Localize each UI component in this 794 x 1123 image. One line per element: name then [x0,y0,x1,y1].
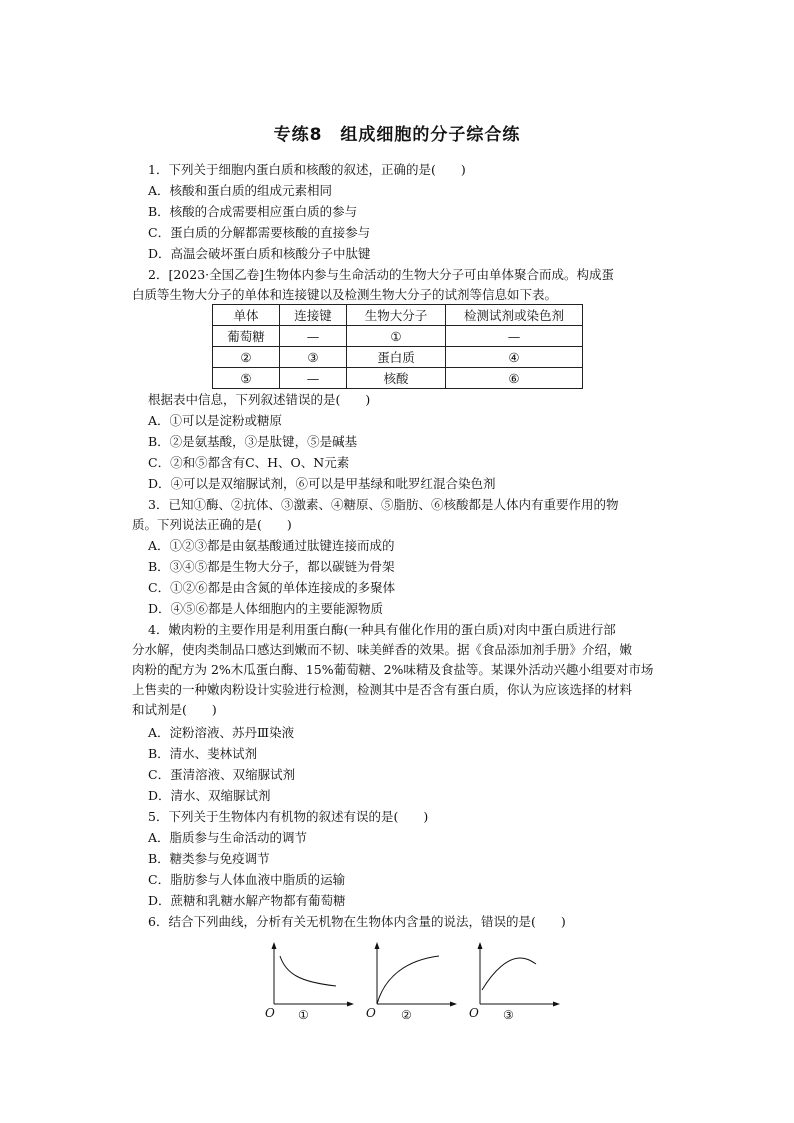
page-title: 专练8 组成细胞的分子综合练 [273,125,521,145]
question-4-stem-line1: 4．嫩肉粉的主要作用是利用蛋白酶(一种具有催化作用的蛋白质)对肉中蛋白质进行部 [148,622,616,637]
question-4-option-d: D．清水、双缩脲试剂 [148,788,271,803]
y-axis-arrow [478,942,483,949]
question-1-option-a: A．核酸和蛋白质的组成元素相同 [148,183,333,198]
question-6-stem: 6．结合下列曲线，分析有关无机物在生物体内含量的说法，错误的是( ) [148,914,566,929]
table-cell: 蛋白质 [347,347,446,368]
question-1-option-b: B．核酸的合成需要相应蛋白质的参与 [148,204,358,219]
question-4-stem-line5: 和试剂是( ) [132,702,217,717]
table-cell: ④ [446,347,583,368]
table-cell: 葡萄糖 [213,326,280,347]
table-cell: — [446,326,583,347]
question-3-option-b: B．③④⑤都是生物大分子，都以碳链为骨架 [148,559,395,574]
table-cell: — [280,368,347,389]
graph-3-origin: O [469,1006,479,1020]
graph-1 [264,940,356,1010]
decreasing-curve [280,956,336,986]
table-row [213,347,583,368]
question-5-option-b: B．糖类参与免疫调节 [148,851,270,866]
question-2-stem-line3: 根据表中信息，下列叙述错误的是( ) [148,392,371,407]
question-5-option-c: C．脂肪参与人体血液中脂质的运输 [148,872,346,887]
question-3-option-c: C．①②⑥都是由含氮的单体连接成的多聚体 [148,580,396,595]
graph-3 [470,940,562,1010]
question-2-option-a: A．①可以是淀粉或糖原 [148,413,283,428]
table-cell: ③ [280,347,347,368]
info-table [212,304,583,389]
question-4-option-b: B．清水、斐林试剂 [148,746,258,761]
question-5-option-a: A．脂质参与生命活动的调节 [148,830,308,845]
table-cell: ② [213,347,280,368]
question-3-stem-line2: 质。下列说法正确的是( ) [132,517,292,532]
question-3-option-d: D．④⑤⑥都是人体细胞内的主要能源物质 [148,601,384,616]
graph-2-origin: O [366,1006,376,1020]
question-1-option-d: D．高温会破坏蛋白质和核酸分子中肽键 [148,246,371,261]
table-header-cell: 生物大分子 [347,305,446,326]
table-header-row [213,305,583,326]
table-header-cell: 检测试剂或染色剂 [446,305,583,326]
question-3-option-a: A．①②③都是由氨基酸通过肽键连接而成的 [148,538,395,553]
table-row [213,368,583,389]
table-header-cell: 连接键 [280,305,347,326]
x-axis-arrow [450,1002,457,1007]
question-3-stem-line1: 3．已知①酶、②抗体、③激素、④糖原、⑤脂肪、⑥核酸都是人体内有重要作用的物 [148,497,619,512]
question-5-stem: 5．下列关于生物体内有机物的叙述有误的是( ) [148,809,429,824]
table-cell: 核酸 [347,368,446,389]
graph-2-svg [367,940,459,1010]
graph-1-origin: O [265,1006,275,1020]
question-4-stem-line3: 肉粉的配方为 2%木瓜蛋白酶、15%葡萄糖、2%味精及食盐等。某课外活动兴趣小组要对市场 [132,662,654,677]
table-cell: ⑤ [213,368,280,389]
question-1-option-c: C．蛋白质的分解都需要核酸的直接参与 [148,225,371,240]
graph-1-label: ① [298,1008,309,1022]
table-cell: ① [347,326,446,347]
graph-1-svg [264,940,356,1010]
question-2-stem-line1: 2．[2023·全国乙卷]生物体内参与生命活动的生物大分子可由单体聚合而成。构成蛋 [148,267,614,282]
question-4-option-c: C．蛋清溶液、双缩脲试剂 [148,767,296,782]
x-axis-arrow [347,1002,354,1007]
question-4-stem-line4: 上售卖的一种嫩肉粉设计实验进行检测，检测其中是否含有蛋白质，你认为应该选择的材料 [132,682,633,697]
question-4-option-a: A．淀粉溶液、苏丹Ⅲ染液 [148,725,295,740]
x-axis-arrow [553,1002,560,1007]
question-2-option-c: C．②和⑤都含有C、H、O、N元素 [148,455,350,470]
question-1-stem: 1．下列关于细胞内蛋白质和核酸的叙述，正确的是( ) [148,162,466,177]
graph-2-label: ② [401,1008,412,1022]
increasing-curve [377,956,439,1004]
question-4-stem-line2: 分水解，使肉类制品口感达到嫩而不韧、味美鲜香的效果。据《食品添加剂手册》介绍，嫩 [132,642,633,657]
question-5-option-d: D．蔗糖和乳糖水解产物都有葡萄糖 [148,893,346,908]
table-cell: ⑥ [446,368,583,389]
question-2-option-d: D．④可以是双缩脲试剂，⑥可以是甲基绿和吡罗红混合染色剂 [148,476,496,491]
graph-3-label: ③ [503,1008,514,1022]
question-2-option-b: B．②是氨基酸，③是肽键，⑤是碱基 [148,434,358,449]
y-axis-arrow [375,942,380,949]
peak-curve [482,958,536,990]
table-header-cell: 单体 [213,305,280,326]
table-cell: — [280,326,347,347]
y-axis-arrow [272,942,277,949]
table-row [213,326,583,347]
question-2-stem-line2: 白质等生物大分子的单体和连接键以及检测生物大分子的试剂等信息如下表。 [132,287,558,302]
graph-2 [367,940,459,1010]
graph-3-svg [470,940,562,1010]
